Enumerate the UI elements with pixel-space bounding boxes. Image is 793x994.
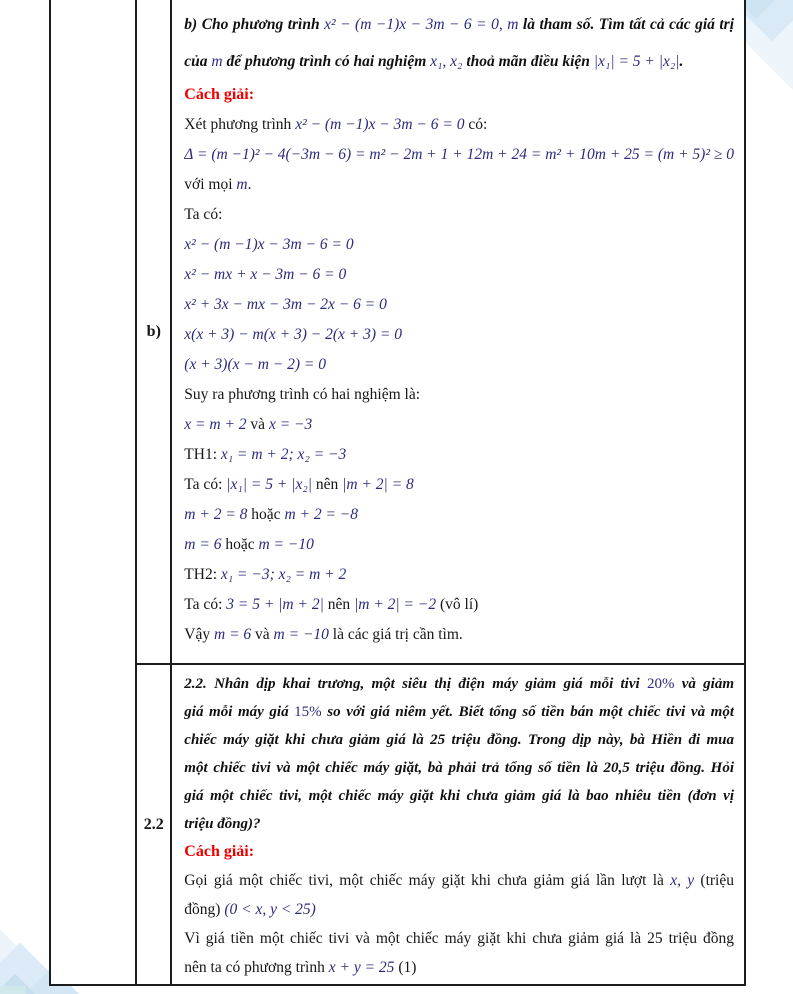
- text-line: [184, 170, 734, 200]
- text-segment: và: [246, 416, 269, 433]
- text-segment: b) Cho phương trình: [184, 16, 325, 33]
- text-line: [184, 260, 734, 290]
- table-row-b: [137, 0, 744, 665]
- text-segment: (triệu: [700, 872, 734, 889]
- text-line: [184, 924, 734, 953]
- math-segment: x² − mx + x − 3m − 6 = 0: [184, 266, 347, 283]
- math-segment: x + y = 25: [328, 959, 395, 976]
- text-segment: với mọi: [184, 176, 237, 193]
- text-line: [184, 810, 734, 838]
- text-line: [184, 380, 734, 410]
- text-line: [184, 200, 734, 230]
- corner-ornament-bottom-left-teal: [0, 986, 26, 994]
- text-line: [184, 290, 734, 320]
- math-segment: m: [211, 53, 227, 70]
- text-segment: hoặc: [247, 506, 285, 523]
- text-line: [184, 320, 734, 350]
- text-segment: Ta có:: [184, 476, 227, 493]
- text-line: [184, 620, 734, 650]
- text-segment: của: [184, 53, 212, 70]
- text-line: [184, 500, 734, 530]
- text-line: [184, 530, 734, 560]
- text-line: [184, 110, 734, 140]
- text-segment: là các giá trị cần tìm.: [328, 626, 463, 643]
- text-segment: Ta có:: [184, 596, 227, 613]
- text-line: [184, 140, 734, 170]
- text-segment: để phương trình có hai nghiệm: [226, 53, 431, 70]
- text-segment: hoặc: [221, 536, 259, 553]
- text-segment: Vậy: [184, 626, 214, 643]
- math-segment: x² − (m −1)x − 3m − 6 = 0, m: [324, 16, 523, 33]
- text-segment: triệu đồng)?: [184, 816, 261, 832]
- solution-paragraph-1: [184, 866, 734, 924]
- math-segment: x₁, x₂: [430, 53, 467, 70]
- number-segment: 15%: [294, 704, 322, 720]
- text-segment: có:: [464, 116, 488, 133]
- text-line: [184, 754, 734, 782]
- math-segment: x² + 3x − mx − 3m − 2x − 6 = 0: [184, 296, 387, 313]
- content-cell-2-2: [172, 665, 744, 984]
- text-segment: thoả mãn điều kiện: [466, 53, 594, 70]
- math-segment: m = −10: [258, 536, 314, 553]
- content-cell-b: [172, 0, 744, 663]
- math-segment: m = 6: [214, 626, 252, 643]
- text-segment: 2.2. Nhân dịp khai trương, một siêu thị điện máy giảm giá mỗi tivi: [184, 676, 647, 692]
- text-segment: TH2:: [184, 566, 221, 583]
- text-line: [184, 230, 734, 260]
- math-segment: x(x + 3) − m(x + 3) − 2(x + 3) = 0: [184, 326, 402, 343]
- text-segment: và giảm: [674, 676, 734, 692]
- text-segment: Gọi giá một chiếc tivi, một chiếc máy giặt khi chưa giảm giá lần lượt là: [184, 872, 671, 889]
- math-segment: (x + 3)(x − m − 2) = 0: [184, 356, 326, 373]
- text-line: [184, 560, 734, 590]
- text-segment: Suy ra phương trình có hai nghiệm là:: [184, 386, 421, 403]
- table-body: [137, 0, 744, 984]
- text-segment: là tham số. Tìm tất cả các giá trị: [522, 16, 734, 33]
- math-segment: (0 < x, y < 25): [224, 901, 316, 918]
- text-segment: đồng): [184, 901, 225, 918]
- table-row-2-2: [137, 665, 744, 984]
- text-segment: nên: [312, 476, 343, 493]
- math-segment: x = −3: [268, 416, 313, 433]
- solution-heading-2-2: Cách giải:: [184, 843, 255, 860]
- text-segment: .: [247, 176, 252, 193]
- text-segment: Ta có:: [184, 206, 223, 223]
- solution-paragraph-2: [184, 924, 734, 982]
- solution-table: [49, 0, 746, 986]
- text-segment: giá một chiếc tivi, một chiếc máy giặt khi chưa giảm giá là bao nhiêu tiền (đơn vị: [184, 788, 734, 804]
- text-line: [184, 410, 734, 440]
- math-segment: m = −10: [273, 626, 329, 643]
- math-segment: Δ = (m −1)² − 4(−3m − 6) = m² − 2m + 1 + 12m + 24 = m² + 10m + 25 = (m + 5)² ≥ 0: [184, 146, 734, 163]
- math-segment: x, y: [670, 872, 701, 889]
- math-segment: x² − (m −1)x − 3m − 6 = 0: [295, 116, 465, 133]
- text-segment: một chiếc tivi và một chiếc máy giặt, bà phải trả tổng số tiền là 20,5 triệu đồng. Hỏi: [184, 760, 734, 776]
- math-segment: |m + 2| = 8: [342, 476, 414, 493]
- math-segment: m + 2 = 8: [184, 506, 248, 523]
- text-segment: nên: [323, 596, 354, 613]
- math-segment: |m + 2| = −2: [354, 596, 437, 613]
- text-line: [184, 670, 734, 698]
- math-segment: m = 6: [184, 536, 222, 553]
- text-segment: (vô lí): [436, 596, 479, 613]
- text-line: [184, 726, 734, 754]
- number-segment: 20%: [646, 676, 675, 692]
- text-segment: .: [679, 53, 684, 70]
- text-segment: nên ta có phương trình: [184, 959, 329, 976]
- text-line: [184, 470, 734, 500]
- margin-column: [51, 0, 137, 984]
- label-cell-2-2: 2.2: [137, 665, 172, 984]
- text-segment: Vì giá tiền một chiếc tivi và một chiếc máy giặt khi chưa giảm giá là 25 triệu đồng: [184, 930, 734, 947]
- text-line: [184, 43, 734, 80]
- text-line: [184, 782, 734, 810]
- text-segment: TH1:: [184, 446, 221, 463]
- math-segment: x₁ = m + 2; x₂ = −3: [220, 446, 347, 463]
- solution-lines-b: [184, 110, 734, 650]
- math-segment: 3 = 5 + |m + 2|: [226, 596, 324, 613]
- text-line: [184, 590, 734, 620]
- text-line: [184, 953, 734, 982]
- text-segment: chiếc máy giặt khi chưa giảm giá là 25 triệu đồng. Trong dịp này, bà Hiền đi mua: [184, 732, 734, 748]
- math-segment: x² − (m −1)x − 3m − 6 = 0: [184, 236, 354, 253]
- math-segment: |x₁| = 5 + |x₂|: [226, 476, 312, 493]
- math-segment: m: [236, 176, 248, 193]
- text-segment: và: [251, 626, 274, 643]
- text-line: [184, 440, 734, 470]
- problem-statement-2-2: [184, 670, 734, 838]
- problem-statement-b: [184, 6, 734, 80]
- text-line: [184, 6, 734, 43]
- math-segment: m + 2 = −8: [284, 506, 359, 523]
- label-cell-b: b): [137, 0, 172, 663]
- text-segment: Xét phương trình: [184, 116, 296, 133]
- text-segment: giá mỗi máy giá: [184, 704, 295, 720]
- math-segment: x = m + 2: [184, 416, 247, 433]
- text-segment: (1): [394, 959, 417, 976]
- text-line: [184, 895, 734, 924]
- text-line: [184, 866, 734, 895]
- text-line: [184, 350, 734, 380]
- text-line: [184, 698, 734, 726]
- math-segment: |x₁| = 5 + |x₂|: [593, 53, 680, 70]
- solution-heading-b: Cách giải:: [184, 86, 255, 103]
- math-segment: x₁ = −3; x₂ = m + 2: [220, 566, 347, 583]
- text-segment: so với giá niêm yết. Biết tổng số tiền bán một chiếc tivi và một: [321, 704, 734, 720]
